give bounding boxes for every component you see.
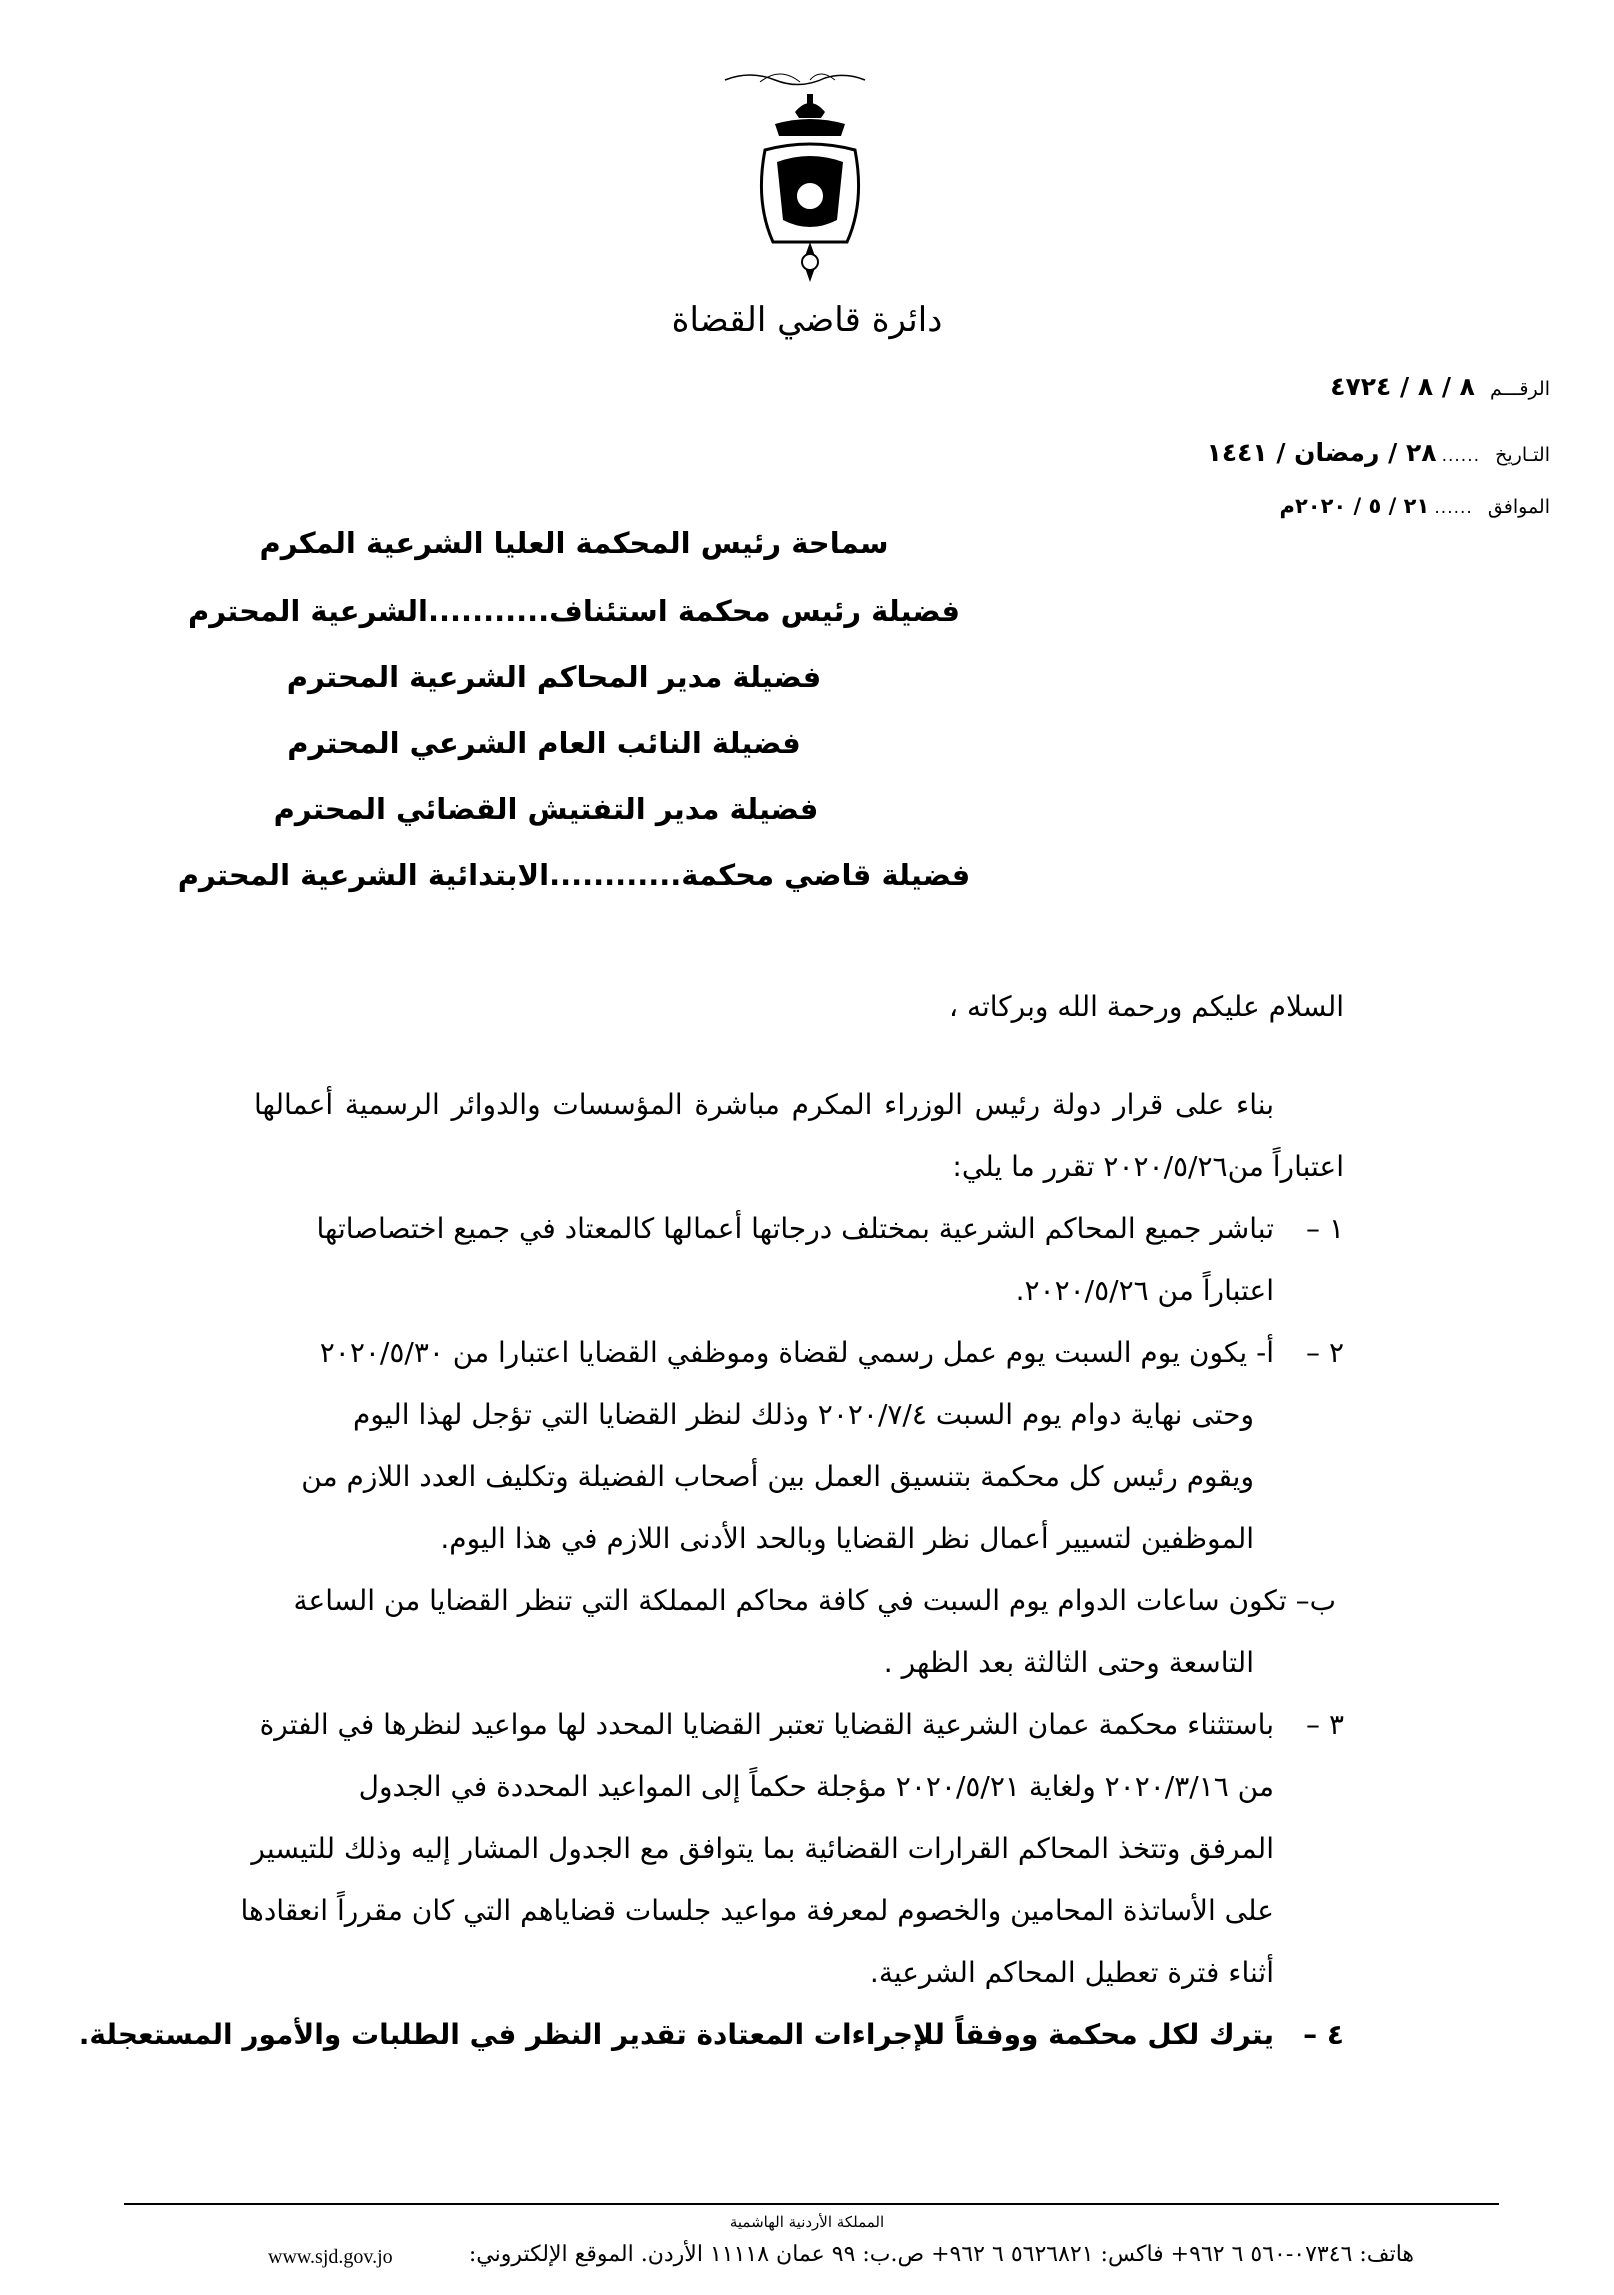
footer-website-link[interactable]: www.sjd.gov.jo [268,2246,393,2268]
gregorian-date-value: ٢١ / ٥ / ٢٠٢٠م [1279,494,1430,518]
department-logo-text: دائرة قاضي القضاة [671,300,943,340]
item-1-line: اعتباراً من ٢٠٢٠/٥/٢٦. [1015,1274,1274,1307]
gregorian-date-row: الموافق ...... ٢١ / ٥ / ٢٠٢٠م [1279,494,1550,518]
intro-line: اعتباراً من٢٠٢٠/٥/٢٦ تقرر ما يلي: [952,1150,1344,1183]
reference-number-label: الرقـــم [1490,378,1550,400]
item-4-number: ٤ – [1303,2018,1344,2051]
recipient-line: فضيلة النائب العام الشرعي المحترم [287,726,801,760]
jordan-royal-crest-icon [745,92,875,287]
item-1-number: ١ – [1306,1212,1344,1245]
footer-kingdom: المملكة الأردنية الهاشمية [729,2213,885,2231]
item-1-line: ١ –تباشر جميع المحاكم الشرعية بمختلف درجاتها أعمالها كالمعتاد في جميع اختصاصاتها [316,1212,1344,1245]
reference-number-row [1330,372,1550,412]
intro-line: بناء على قرار دولة رئيس الوزراء المكرم مباشرة المؤسسات والدوائر الرسمية أعمالها [254,1088,1274,1121]
item-3-line: المرفق وتتخذ المحاكم القرارات القضائية بما يتوافق مع الجدول المشار إليه وذلك للتيسير [251,1832,1274,1865]
footer-contact-info: هاتف: ٠٧٣٤٦-٥٦٠ ٦ ٩٦٢+ فاكس: ٥٦٢٦٨٢١ ٦ ٩٦٢+ ص.ب: ٩٩ عمان ١١١١٨ الأردن. الموقع الإلكتروني: [468,2242,1414,2267]
item-2-line: ويقوم رئيس كل محكمة بتنسيق العمل بين أصحاب الفضيلة وتكليف العدد اللازم من [301,1460,1254,1493]
reference-number-value: ٨ / ٨ / ٤٧٢٤ [1330,372,1475,401]
item-3-line: ٣ –باستثناء محكمة عمان الشرعية القضايا تعتبر القضايا المحدد لها مواعيد لنظرها في الفترة [259,1708,1344,1741]
item-2-line: وحتى نهاية دوام يوم السبت ٢٠٢٠/٧/٤ وذلك لنظر القضايا التي تؤجل لهذا اليوم [353,1398,1254,1431]
item-3-line: من ٢٠٢٠/٣/١٦ ولغاية ٢٠٢٠/٥/٢١ مؤجلة حكماً إلى المواعيد المحددة في الجدول [358,1770,1274,1803]
item-2-line: ٢ –أ- يكون يوم السبت يوم عمل رسمي لقضاة وموظفي القضايا اعتبارا من ٢٠٢٠/٥/٣٠ [319,1336,1344,1369]
gregorian-date-label: الموافق [1487,496,1550,518]
basmala-calligraphy [720,60,870,90]
hijri-date-value: ٢٨ / رمضان / ١٤٤١ [1206,438,1437,467]
recipient-line: فضيلة مدير التفتيش القضائي المحترم [273,792,819,826]
item-2-line: ب– تكون ساعات الدوام يوم السبت في كافة محاكم المملكة التي تنظر القضايا من الساعة [293,1584,1336,1617]
item-2-line: الموظفين لتسيير أعمال نظر القضايا وبالحد الأدنى اللازم في هذا اليوم. [440,1522,1254,1555]
item-3-line: على الأساتذة المحامين والخصوم لمعرفة مواعيد جلسات قضاياهم التي كان مقرراً انعقادها [240,1894,1274,1927]
hijri-date-row: التـاريخ ...... ٢٨ / رمضان / ١٤٤١ [1206,438,1550,467]
recipient-line: فضيلة قاضي محكمة............الابتدائية الشرعية المحترم [177,858,971,892]
item-3-number: ٣ – [1306,1708,1344,1741]
item-3-line: أثناء فترة تعطيل المحاكم الشرعية. [869,1956,1274,1989]
recipient-line: فضيلة رئيس محكمة استئناف...........الشرعية المحترم [187,594,961,628]
item-2-line: التاسعة وحتى الثالثة بعد الظهر . [883,1646,1254,1679]
recipient-line: سماحة رئيس المحكمة العليا الشرعية المكرم [259,526,889,560]
greeting: السلام عليكم ورحمة الله وبركاته ، [949,990,1344,1023]
item-2-number: ٢ – [1306,1336,1344,1369]
footer-divider [124,2203,1499,2205]
recipient-line: فضيلة مدير المحاكم الشرعية المحترم [286,660,822,694]
item-4-line: ٤ –يترك لكل محكمة ووفقاً للإجراءات المعتادة تقدير النظر في الطلبات والأمور المستعجلة. [78,2018,1344,2051]
hijri-date-label: التـاريخ [1495,444,1550,466]
